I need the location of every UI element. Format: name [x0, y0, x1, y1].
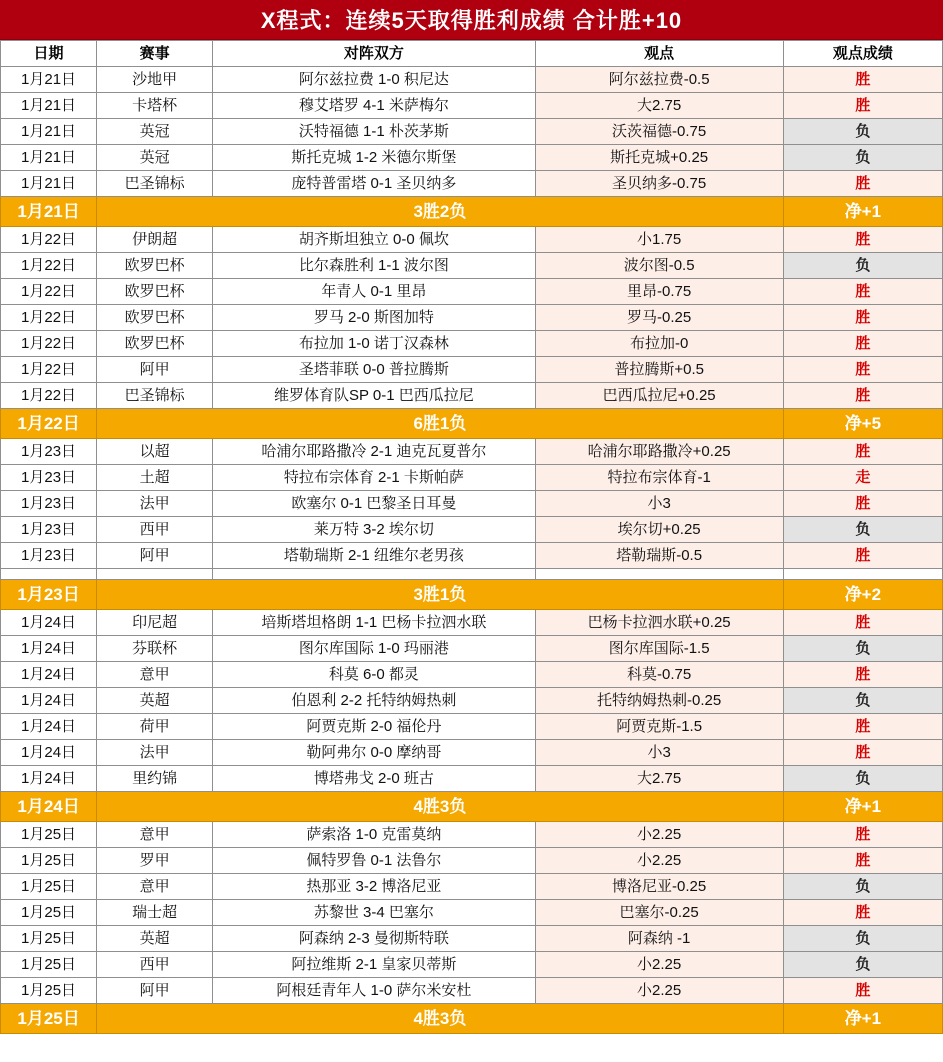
cell-match: 布拉加 1-0 诺丁汉森林	[213, 331, 535, 357]
column-header-match: 对阵双方	[213, 41, 535, 67]
cell-view: 罗马-0.25	[535, 305, 783, 331]
table-row	[1, 227, 943, 253]
cell-league: 阿甲	[97, 543, 213, 569]
table-row	[1, 874, 943, 900]
cell-match: 庞特普雷塔 0-1 圣贝纳多	[213, 171, 535, 197]
cell-league: 伊朗超	[97, 227, 213, 253]
cell-date: 1月23日	[1, 465, 97, 491]
cell-date: 1月23日	[1, 439, 97, 465]
cell-match: 萨索洛 1-0 克雷莫纳	[213, 822, 535, 848]
column-header-result: 观点成绩	[783, 41, 942, 67]
cell-view: 巴塞尔-0.25	[535, 900, 783, 926]
table-row	[1, 383, 943, 409]
cell-date: 1月23日	[1, 491, 97, 517]
table-row	[1, 714, 943, 740]
cell-league: 以超	[97, 439, 213, 465]
cell-view: 博洛尼亚-0.25	[535, 874, 783, 900]
cell-match: 阿贾克斯 2-0 福伦丹	[213, 714, 535, 740]
cell-view: 小2.25	[535, 952, 783, 978]
page-title-text: X程式：连续5天取得胜利成绩 合计胜+10	[260, 8, 683, 33]
cell-view: 哈浦尔耶路撒冷+0.25	[535, 439, 783, 465]
summary-net: 净+1	[783, 792, 942, 822]
cell-date: 1月22日	[1, 331, 97, 357]
cell-result: 胜	[783, 740, 942, 766]
cell-match: 博塔弗戈 2-0 班古	[213, 766, 535, 792]
cell-view: 布拉加-0	[535, 331, 783, 357]
spacer-cell	[213, 569, 535, 580]
cell-date: 1月24日	[1, 610, 97, 636]
summary-record: 3胜1负	[97, 580, 784, 610]
cell-result: 负	[783, 952, 942, 978]
cell-match: 科莫 6-0 都灵	[213, 662, 535, 688]
column-header-date: 日期	[1, 41, 97, 67]
spacer-cell	[97, 569, 213, 580]
summary-record: 3胜2负	[97, 197, 784, 227]
cell-match: 阿尔兹拉费 1-0 积尼达	[213, 67, 535, 93]
table-row	[1, 543, 943, 569]
spacer-cell	[783, 569, 942, 580]
table-row	[1, 636, 943, 662]
table-row	[1, 900, 943, 926]
cell-result: 胜	[783, 662, 942, 688]
table-row	[1, 119, 943, 145]
summary-row	[1, 409, 943, 439]
cell-view: 小1.75	[535, 227, 783, 253]
cell-result: 负	[783, 636, 942, 662]
cell-view: 阿尔兹拉费-0.5	[535, 67, 783, 93]
cell-league: 欧罗巴杯	[97, 331, 213, 357]
table-row	[1, 662, 943, 688]
table-row	[1, 766, 943, 792]
table-row	[1, 305, 943, 331]
cell-view: 里昂-0.75	[535, 279, 783, 305]
results-table	[0, 40, 943, 1034]
table-row	[1, 67, 943, 93]
cell-match: 热那亚 3-2 博洛尼亚	[213, 874, 535, 900]
cell-match: 沃特福德 1-1 朴茨茅斯	[213, 119, 535, 145]
cell-league: 法甲	[97, 740, 213, 766]
cell-match: 罗马 2-0 斯图加特	[213, 305, 535, 331]
cell-league: 欧罗巴杯	[97, 279, 213, 305]
cell-match: 塔勒瑞斯 2-1 纽维尔老男孩	[213, 543, 535, 569]
cell-match: 比尔森胜利 1-1 波尔图	[213, 253, 535, 279]
table-row	[1, 331, 943, 357]
cell-league: 意甲	[97, 662, 213, 688]
cell-match: 伯恩利 2-2 托特纳姆热刺	[213, 688, 535, 714]
cell-result: 负	[783, 766, 942, 792]
table-row	[1, 465, 943, 491]
cell-result: 负	[783, 145, 942, 171]
spacer-cell	[1, 569, 97, 580]
cell-view: 大2.75	[535, 93, 783, 119]
cell-result: 胜	[783, 491, 942, 517]
cell-match: 胡齐斯坦独立 0-0 佩坎	[213, 227, 535, 253]
cell-date: 1月22日	[1, 305, 97, 331]
cell-league: 意甲	[97, 874, 213, 900]
cell-result: 负	[783, 119, 942, 145]
table-row	[1, 822, 943, 848]
cell-result: 胜	[783, 67, 942, 93]
table-row	[1, 740, 943, 766]
page-title	[0, 0, 943, 40]
cell-date: 1月23日	[1, 543, 97, 569]
cell-date: 1月25日	[1, 822, 97, 848]
cell-date: 1月25日	[1, 978, 97, 1004]
cell-view: 小2.25	[535, 822, 783, 848]
cell-view: 圣贝纳多-0.75	[535, 171, 783, 197]
cell-league: 阿甲	[97, 357, 213, 383]
cell-match: 培斯塔坦格朗 1-1 巴杨卡拉泗水联	[213, 610, 535, 636]
table-row	[1, 145, 943, 171]
summary-row	[1, 792, 943, 822]
cell-view: 巴杨卡拉泗水联+0.25	[535, 610, 783, 636]
cell-date: 1月22日	[1, 383, 97, 409]
header-row	[1, 41, 943, 67]
cell-date: 1月21日	[1, 171, 97, 197]
cell-league: 意甲	[97, 822, 213, 848]
cell-result: 负	[783, 688, 942, 714]
summary-net: 净+1	[783, 197, 942, 227]
cell-date: 1月25日	[1, 900, 97, 926]
cell-league: 瑞士超	[97, 900, 213, 926]
summary-net: 净+1	[783, 1004, 942, 1034]
table-row	[1, 952, 943, 978]
table-row	[1, 279, 943, 305]
cell-view: 托特纳姆热刺-0.25	[535, 688, 783, 714]
cell-result: 走	[783, 465, 942, 491]
cell-match: 勒阿弗尔 0-0 摩纳哥	[213, 740, 535, 766]
cell-date: 1月24日	[1, 740, 97, 766]
table-header	[1, 41, 943, 67]
summary-record: 4胜3负	[97, 1004, 784, 1034]
cell-result: 胜	[783, 610, 942, 636]
cell-date: 1月21日	[1, 145, 97, 171]
cell-date: 1月24日	[1, 688, 97, 714]
cell-result: 胜	[783, 848, 942, 874]
cell-league: 印尼超	[97, 610, 213, 636]
cell-match: 欧塞尔 0-1 巴黎圣日耳曼	[213, 491, 535, 517]
cell-result: 胜	[783, 978, 942, 1004]
cell-date: 1月24日	[1, 636, 97, 662]
cell-league: 罗甲	[97, 848, 213, 874]
cell-date: 1月22日	[1, 253, 97, 279]
cell-date: 1月22日	[1, 357, 97, 383]
cell-league: 西甲	[97, 517, 213, 543]
cell-date: 1月21日	[1, 119, 97, 145]
cell-league: 里约锦	[97, 766, 213, 792]
cell-result: 胜	[783, 383, 942, 409]
cell-league: 卡塔杯	[97, 93, 213, 119]
cell-match: 圣塔菲联 0-0 普拉腾斯	[213, 357, 535, 383]
cell-date: 1月24日	[1, 766, 97, 792]
cell-view: 阿森纳 -1	[535, 926, 783, 952]
cell-match: 阿根廷青年人 1-0 萨尔米安杜	[213, 978, 535, 1004]
cell-result: 负	[783, 517, 942, 543]
cell-date: 1月25日	[1, 848, 97, 874]
cell-date: 1月22日	[1, 227, 97, 253]
cell-result: 胜	[783, 822, 942, 848]
cell-view: 普拉腾斯+0.5	[535, 357, 783, 383]
cell-result: 胜	[783, 714, 942, 740]
cell-view: 巴西瓜拉尼+0.25	[535, 383, 783, 409]
summary-record: 6胜1负	[97, 409, 784, 439]
cell-match: 哈浦尔耶路撒冷 2-1 迪克瓦夏普尔	[213, 439, 535, 465]
cell-view: 图尔库国际-1.5	[535, 636, 783, 662]
cell-view: 科莫-0.75	[535, 662, 783, 688]
cell-league: 沙地甲	[97, 67, 213, 93]
cell-result: 负	[783, 253, 942, 279]
cell-result: 胜	[783, 900, 942, 926]
cell-league: 欧罗巴杯	[97, 305, 213, 331]
cell-view: 小3	[535, 491, 783, 517]
cell-league: 法甲	[97, 491, 213, 517]
summary-date: 1月24日	[1, 792, 97, 822]
cell-view: 特拉布宗体育-1	[535, 465, 783, 491]
table-row	[1, 517, 943, 543]
table-row	[1, 610, 943, 636]
table-row	[1, 357, 943, 383]
cell-league: 土超	[97, 465, 213, 491]
table-row	[1, 978, 943, 1004]
cell-league: 英冠	[97, 119, 213, 145]
cell-result: 胜	[783, 331, 942, 357]
cell-date: 1月21日	[1, 67, 97, 93]
column-header-league: 赛事	[97, 41, 213, 67]
cell-result: 负	[783, 874, 942, 900]
table-row	[1, 688, 943, 714]
cell-league: 英超	[97, 926, 213, 952]
cell-view: 斯托克城+0.25	[535, 145, 783, 171]
summary-date: 1月22日	[1, 409, 97, 439]
cell-result: 胜	[783, 439, 942, 465]
cell-view: 塔勒瑞斯-0.5	[535, 543, 783, 569]
summary-row	[1, 1004, 943, 1034]
table-row	[1, 439, 943, 465]
cell-league: 阿甲	[97, 978, 213, 1004]
summary-net: 净+2	[783, 580, 942, 610]
cell-date: 1月25日	[1, 874, 97, 900]
cell-match: 穆艾塔罗 4-1 米萨梅尔	[213, 93, 535, 119]
table-row	[1, 93, 943, 119]
summary-date: 1月23日	[1, 580, 97, 610]
summary-record: 4胜3负	[97, 792, 784, 822]
cell-league: 英超	[97, 688, 213, 714]
cell-result: 胜	[783, 227, 942, 253]
cell-result: 胜	[783, 357, 942, 383]
cell-view: 沃茨福德-0.75	[535, 119, 783, 145]
table-row	[1, 491, 943, 517]
cell-date: 1月23日	[1, 517, 97, 543]
cell-view: 小3	[535, 740, 783, 766]
cell-result: 胜	[783, 543, 942, 569]
cell-match: 莱万特 3-2 埃尔切	[213, 517, 535, 543]
cell-league: 巴圣锦标	[97, 171, 213, 197]
table-row	[1, 253, 943, 279]
cell-view: 小2.25	[535, 978, 783, 1004]
cell-match: 苏黎世 3-4 巴塞尔	[213, 900, 535, 926]
cell-league: 巴圣锦标	[97, 383, 213, 409]
cell-match: 年青人 0-1 里昂	[213, 279, 535, 305]
cell-match: 斯托克城 1-2 米德尔斯堡	[213, 145, 535, 171]
cell-view: 大2.75	[535, 766, 783, 792]
summary-date: 1月25日	[1, 1004, 97, 1034]
cell-league: 英冠	[97, 145, 213, 171]
cell-date: 1月24日	[1, 714, 97, 740]
cell-date: 1月25日	[1, 926, 97, 952]
summary-row	[1, 197, 943, 227]
cell-league: 荷甲	[97, 714, 213, 740]
spacer-cell	[535, 569, 783, 580]
cell-league: 西甲	[97, 952, 213, 978]
cell-view: 波尔图-0.5	[535, 253, 783, 279]
cell-match: 阿拉维斯 2-1 皇家贝蒂斯	[213, 952, 535, 978]
cell-match: 特拉布宗体育 2-1 卡斯帕萨	[213, 465, 535, 491]
summary-date: 1月21日	[1, 197, 97, 227]
table-row	[1, 171, 943, 197]
table-row	[1, 926, 943, 952]
summary-row	[1, 580, 943, 610]
cell-result: 胜	[783, 171, 942, 197]
cell-view: 小2.25	[535, 848, 783, 874]
cell-result: 负	[783, 926, 942, 952]
cell-result: 胜	[783, 93, 942, 119]
cell-date: 1月22日	[1, 279, 97, 305]
table-body	[1, 67, 943, 1034]
cell-match: 阿森纳 2-3 曼彻斯特联	[213, 926, 535, 952]
cell-match: 图尔库国际 1-0 玛丽港	[213, 636, 535, 662]
cell-match: 佩特罗鲁 0-1 法鲁尔	[213, 848, 535, 874]
spacer-row	[1, 569, 943, 580]
cell-date: 1月24日	[1, 662, 97, 688]
cell-result: 胜	[783, 279, 942, 305]
column-header-view: 观点	[535, 41, 783, 67]
cell-date: 1月25日	[1, 952, 97, 978]
table-row	[1, 848, 943, 874]
cell-view: 埃尔切+0.25	[535, 517, 783, 543]
cell-league: 欧罗巴杯	[97, 253, 213, 279]
cell-date: 1月21日	[1, 93, 97, 119]
cell-view: 阿贾克斯-1.5	[535, 714, 783, 740]
cell-match: 维罗体育队SP 0-1 巴西瓜拉尼	[213, 383, 535, 409]
cell-result: 胜	[783, 305, 942, 331]
summary-net: 净+5	[783, 409, 942, 439]
cell-league: 芬联杯	[97, 636, 213, 662]
